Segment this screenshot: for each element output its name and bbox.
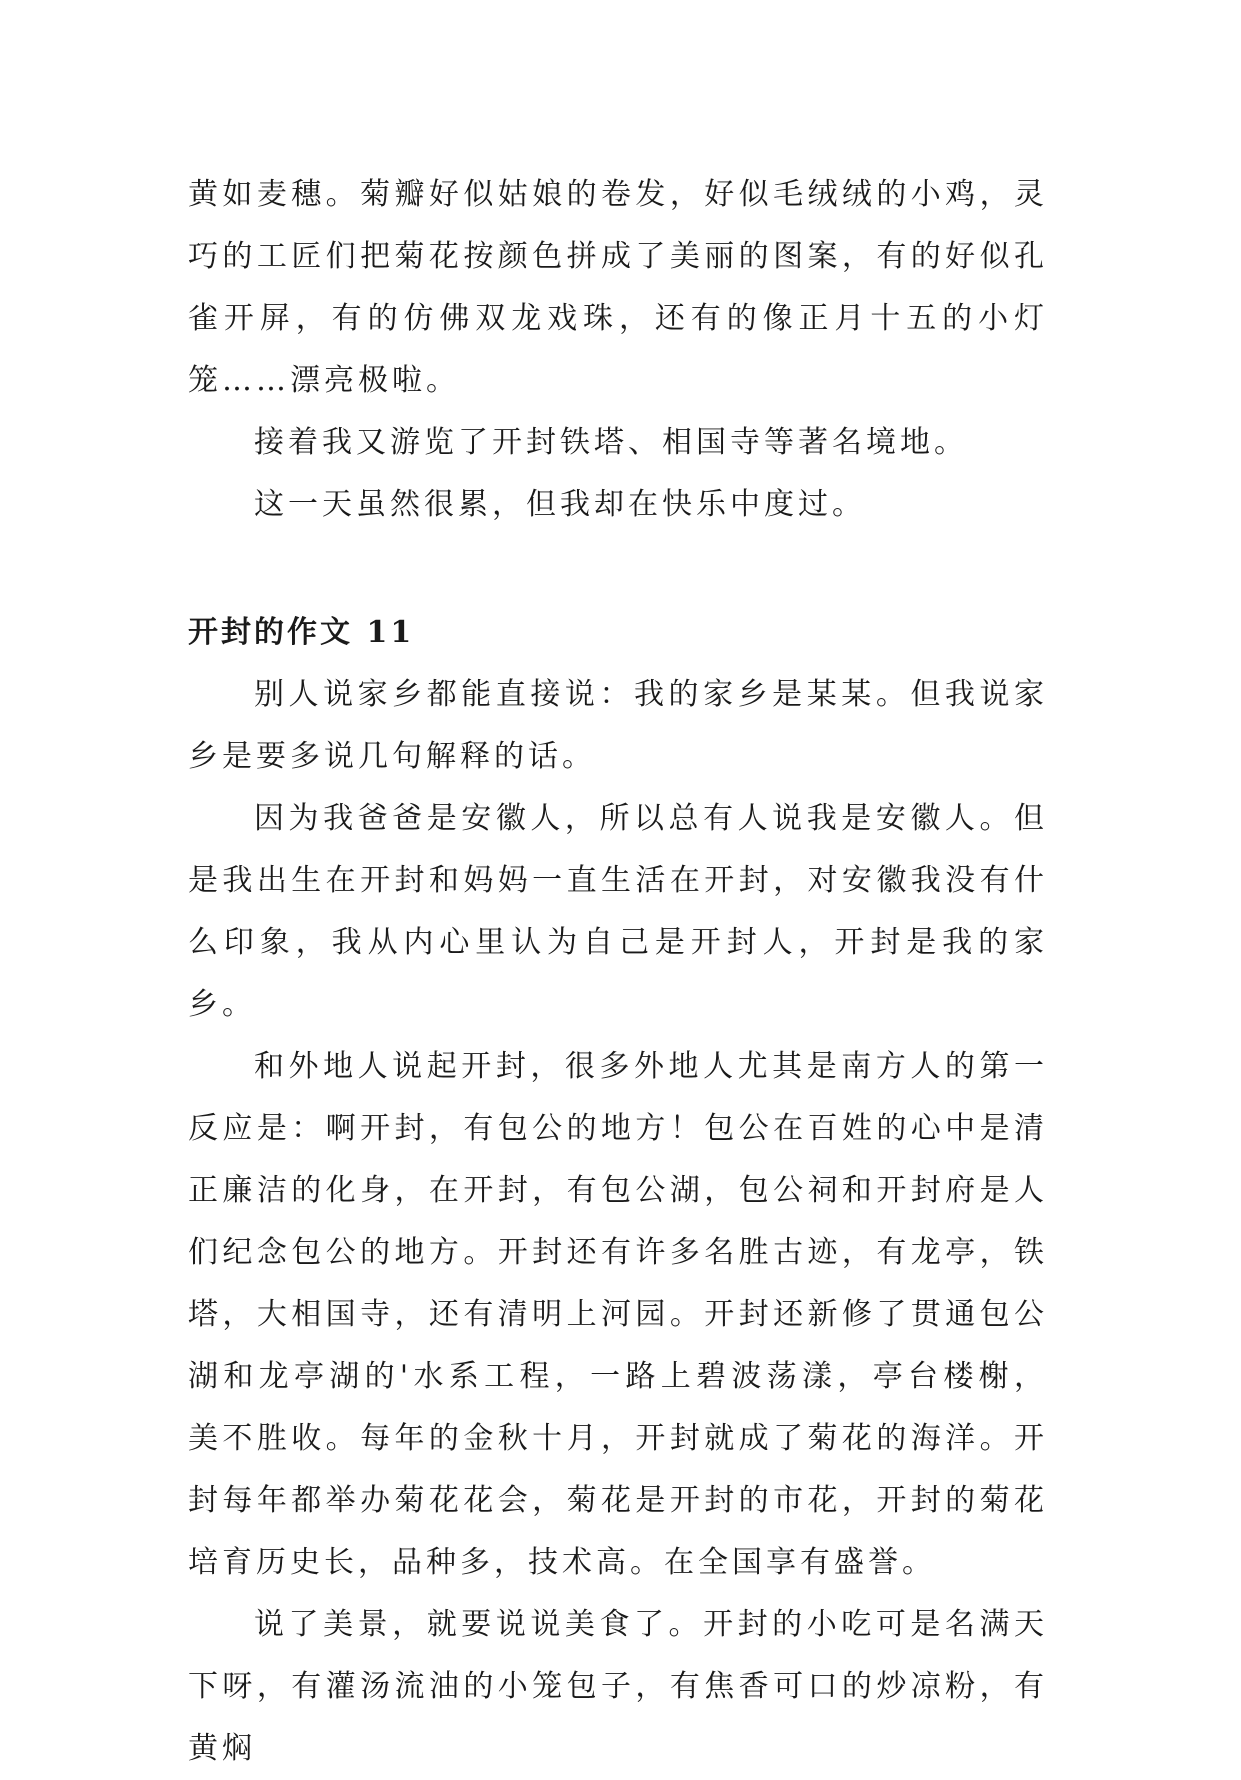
paragraph-6: 和外地人说起开封，很多外地人尤其是南方人的第一反应是：啊开封，有包公的地方！包公在百姓的心中是清正廉洁的化身，在开封，有包公湖，包公祠和开封府是人们纪念包公的地方。开封还有许多名胜古迹，有龙亭，铁塔，大相国寺，还有清明上河园。开封还新修了贯通包公湖和龙亭湖的'水系工程，一路上碧波荡漾，亭台楼榭，美不胜收。每年的金秋十月，开封就成了菊花的海洋。开封每年都举办菊花花会，菊花是开封的市花，开封的菊花培育历史长，品种多，技术高。在全国享有盛誉。 bbox=[188, 1049, 1048, 1580]
paragraph-7: 说了美景，就要说说美食了。开封的小吃可是名满天下呀，有灌汤流油的小笼包子，有焦香可口的炒凉粉，有黄焖 bbox=[188, 1607, 1048, 1766]
paragraph-3: 这一天虽然很累，但我却在快乐中度过。 bbox=[254, 487, 866, 522]
paragraph-2: 接着我又游览了开封铁塔、相国寺等著名境地。 bbox=[254, 425, 968, 460]
paragraph-5: 因为我爸爸是安徽人，所以总有人说我是安徽人。但是我出生在开封和妈妈一直生活在开封，对安徽我没有什么印象，我从内心里认为自己是开封人，开封是我的家乡。 bbox=[188, 801, 1048, 1022]
paragraph-4: 别人说家乡都能直接说：我的家乡是某某。但我说家乡是要多说几句解释的话。 bbox=[188, 677, 1048, 774]
section-title: 开封的作文 11 bbox=[188, 615, 415, 650]
paragraph-1: 黄如麦穗。菊瓣好似姑娘的卷发，好似毛绒绒的小鸡，灵巧的工匠们把菊花按颜色拼成了美丽的图案，有的好似孔雀开屏，有的仿佛双龙戏珠，还有的像正月十五的小灯笼……漂亮极啦。 bbox=[188, 177, 1048, 398]
document-page bbox=[188, 164, 1048, 1780]
